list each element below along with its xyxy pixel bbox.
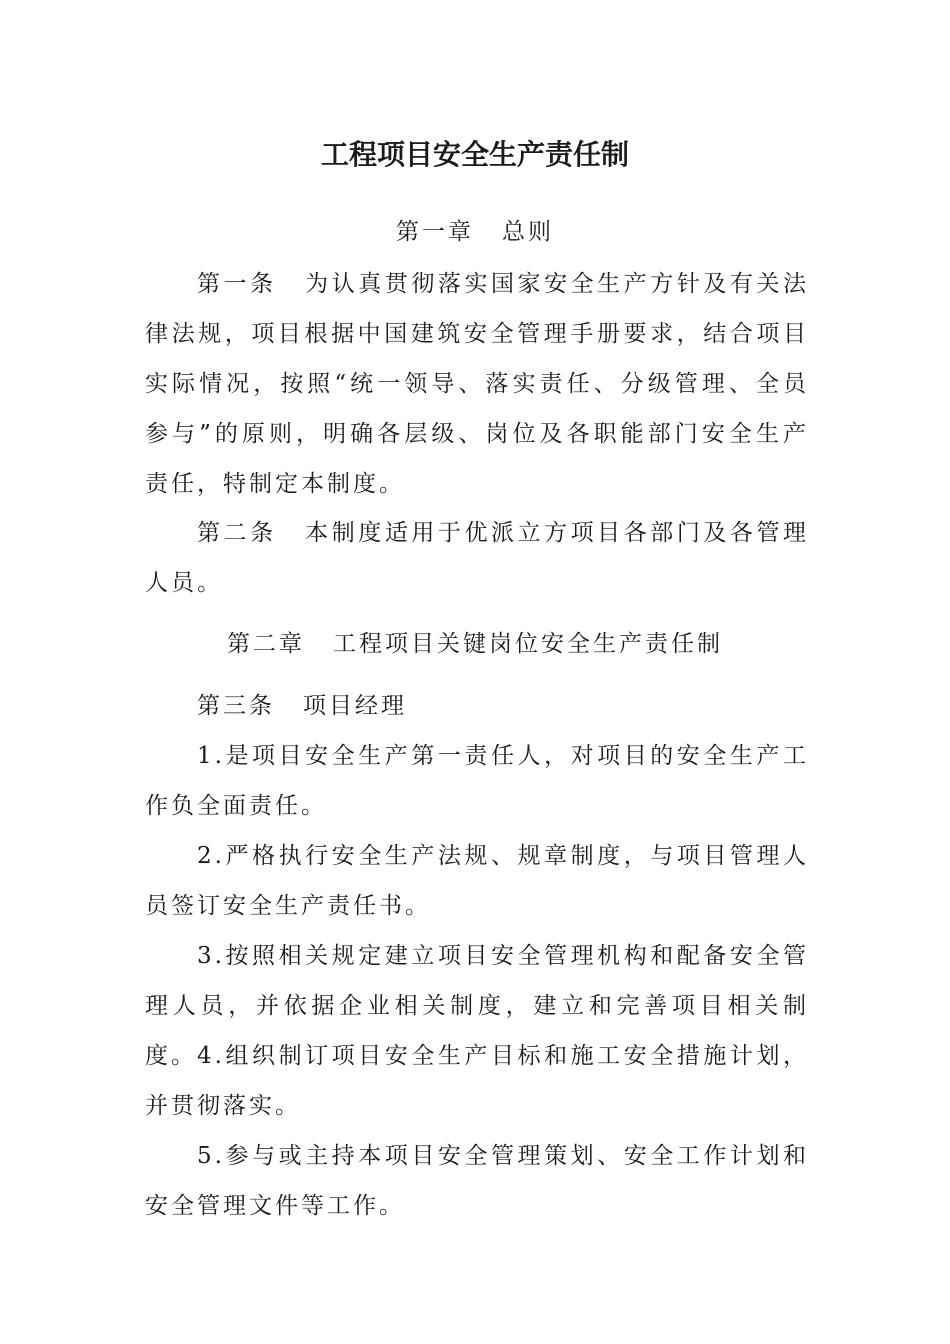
chapter-1-number: 第一章 bbox=[396, 219, 474, 245]
article-2-text: 本制度适用于优派立方项目各部门及各管理人员。 bbox=[145, 520, 810, 596]
article-1-label: 第一条 bbox=[197, 271, 277, 297]
chapter-2-number: 第二章 bbox=[227, 631, 305, 657]
document-title: 工程项目安全生产责任制 bbox=[320, 138, 629, 171]
article-3-label: 第三条 bbox=[197, 693, 275, 719]
list-item: 2.严格执行安全生产法规、规章制度，与项目管理人员签订安全生产责任书。 bbox=[145, 843, 809, 919]
chapter-1-title: 总则 bbox=[502, 219, 554, 245]
list-item: 5.参与或主持本项目安全管理策划、安全工作计划和安全管理文件等工作。 bbox=[145, 1143, 809, 1219]
chapter-2-title: 工程项目关键岗位安全生产责任制 bbox=[333, 631, 723, 657]
article-3 bbox=[145, 681, 809, 731]
chapter-1-heading bbox=[0, 216, 950, 248]
article-1-text: 为认真贯彻落实国家安全生产方针及有关法律法规，项目根据中国建筑安全管理手册要求，结合项目实际情况，按照“统一领导、落实责任、分级管理、全员参与”的原则，明确各层级、岗位及各职能部门安全生产责任，特制定本制度。 bbox=[145, 271, 810, 497]
article-3-text: 项目经理 bbox=[303, 693, 407, 719]
chapter-2-heading bbox=[0, 628, 950, 660]
list-item: 1.是项目安全生产第一责任人，对项目的安全生产工作负全面责任。 bbox=[145, 743, 809, 819]
article-1 bbox=[145, 259, 809, 509]
article-2-label: 第二条 bbox=[197, 520, 277, 546]
article-2 bbox=[145, 508, 809, 608]
list-item: 3.按照相关规定建立项目安全管理机构和配备安全管理人员，并依据企业相关制度，建立和完善项目相关制度。 bbox=[145, 943, 809, 1069]
list-item: 4.组织制订项目安全生产目标和施工安全措施计划，并贯彻落实。 bbox=[145, 1043, 809, 1119]
